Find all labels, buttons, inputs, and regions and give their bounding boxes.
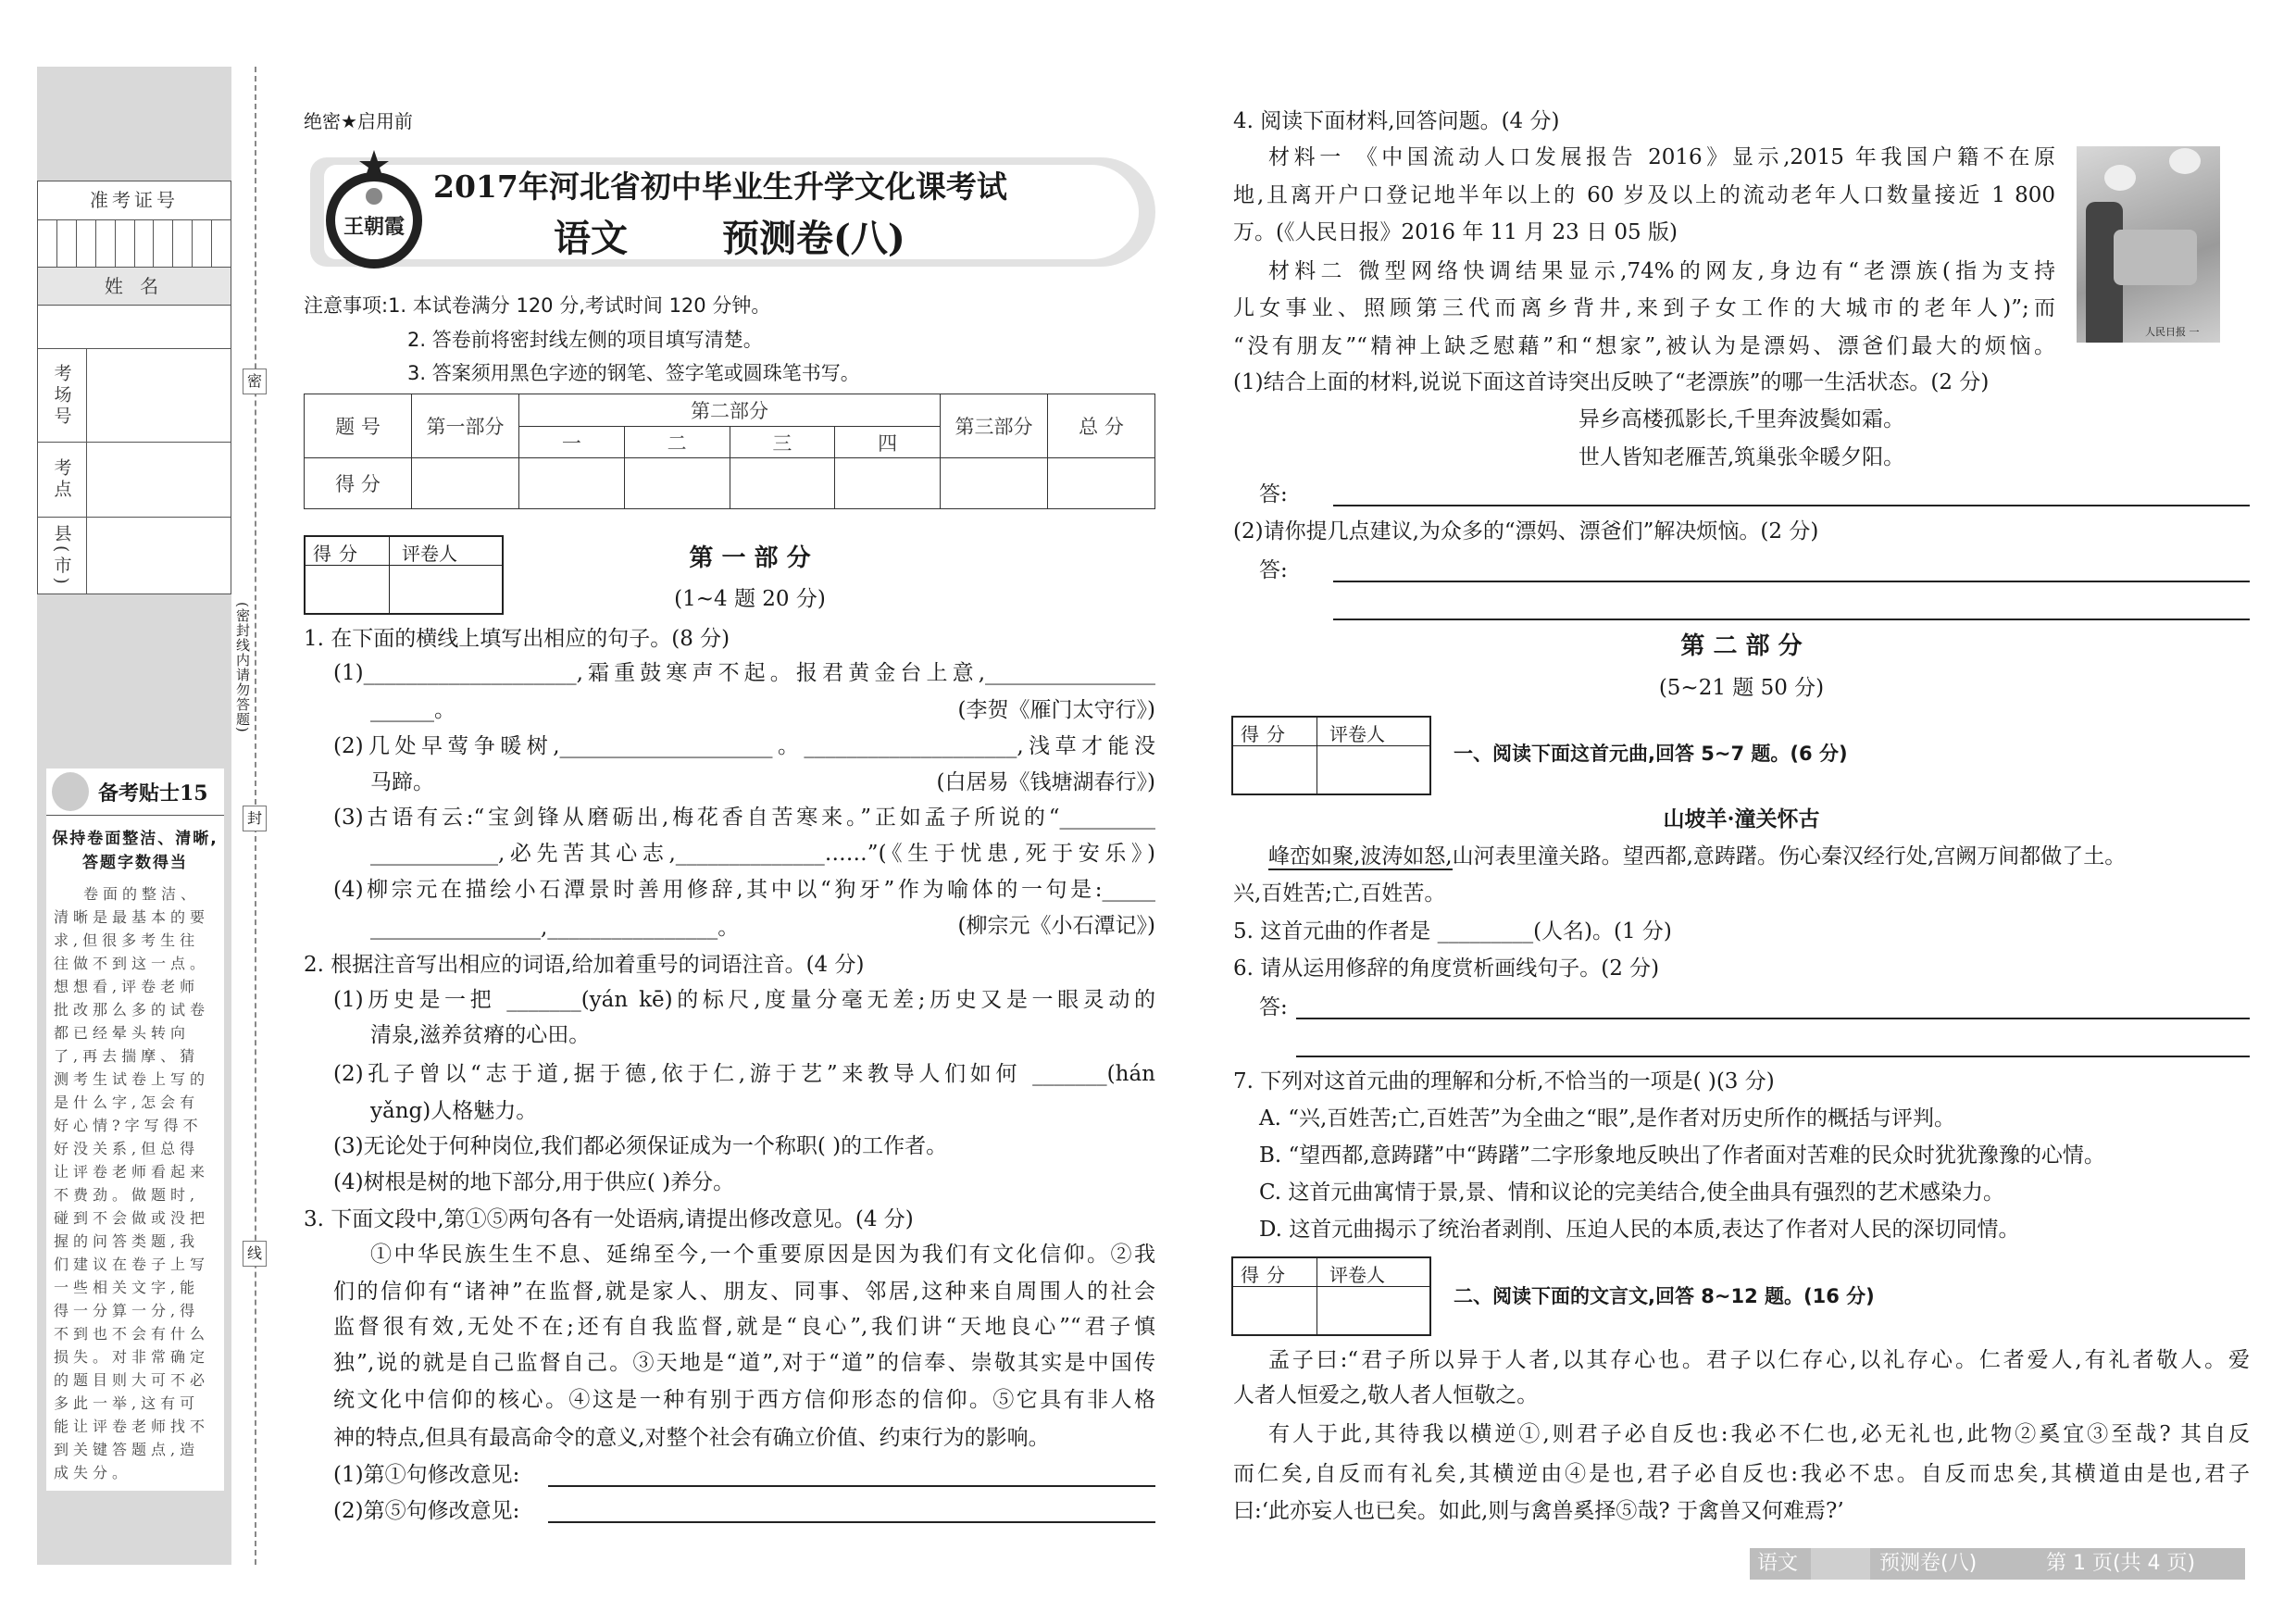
answer-label: (1)第①句修改意见:: [333, 1463, 520, 1487]
notice-item: 2. 答卷前将密封线左侧的项目填写清楚。: [407, 329, 763, 351]
cartoon-image: [2077, 146, 2220, 343]
score-table-header: 题 号: [305, 394, 412, 458]
passage-line: 神的特点,但具有最高命令的意义,对整个社会有确立价值、约束行为的影响。: [333, 1426, 1050, 1450]
exam-title: 2017年河北省初中毕业生升学文化课考试: [433, 169, 1007, 205]
passage-line: 们的信仰有“诸神”在监督,就是家人、朋友、同事、邻居,这种来自周围人的社会: [333, 1280, 1155, 1304]
score-table-subheader: 二: [624, 427, 730, 458]
question-4: 4. 阅读下面材料,回答问题。(4 分): [1233, 109, 1560, 133]
seal-label: 封: [243, 806, 267, 831]
question-line: (4)树根是树的地下部分,用于供应( )养分。: [333, 1170, 735, 1194]
exam-tip-box: [46, 769, 224, 1491]
question-line: (1)历史是一把 _______(yán kē)的标尺,度量分毫无差;历史又是一眼灵动的: [333, 988, 1155, 1012]
name-label: 姓 名: [38, 268, 231, 306]
footer-page: 第 1 页(共 4 页): [2046, 1552, 2196, 1575]
answer-line[interactable]: [548, 1485, 1155, 1487]
material-line: “没有朋友”“精神上缺乏慰藉”和“想家”,被认为是漂妈、漂爸们最大的烦恼。: [1233, 334, 2055, 358]
seal-label: 线: [243, 1241, 267, 1267]
underlined-sentence: 峰峦如聚,波涛如怒,: [1268, 844, 1453, 868]
exam-id-cells[interactable]: [38, 220, 231, 268]
answer-label: (2)第⑤句修改意见:: [333, 1499, 520, 1523]
question-5: 5. 这首元曲的作者是 _________(人名)。(1 分): [1233, 919, 1672, 943]
classical-text-line: 人者人恒爱之,敬人者人恒敬之。: [1233, 1383, 1539, 1407]
answer-line[interactable]: [548, 1521, 1155, 1523]
question-line: ________________,________________。: [370, 916, 740, 940]
material-line: 儿女事业、照顾第三代而离乡背井,来到子女工作的大城市的老年人)”;而: [1233, 296, 2055, 320]
part2-title: 第 二 部 分: [1680, 632, 1803, 660]
footer-divider: [1811, 1548, 1870, 1580]
option-b: B. “望西都,意踌躇”中“踌躇”二字形象地反映出了作者面对苦难的民众时犹犹豫豫的心情。: [1259, 1143, 2105, 1168]
option-c: C. 这首元曲寓情于景,景、情和议论的完美结合,使全曲具有强烈的艺术感染力。: [1259, 1181, 2005, 1205]
question-line: 清泉,滋养贫瘠的心田。: [370, 1023, 591, 1047]
classical-text-line: 而仁矣,自反而有礼矣,其横逆由④是也,君子必自反也:我必不忠。自反而忠矣,其横道由是也,君子: [1233, 1462, 2250, 1486]
score-cell[interactable]: [519, 458, 625, 509]
score-cell[interactable]: [835, 458, 941, 509]
poem-text: 山河表里潼关路。望西都,意踌躇。伤心秦汉经行处,宫阙万间都做了土。: [1452, 844, 2127, 868]
question-line: (2)几处早莺争暖树,____________________。____________________,浅草才能没: [333, 734, 1155, 758]
score-cell[interactable]: [730, 458, 835, 509]
score-row-label: 得 分: [305, 458, 412, 509]
passage-line: 监督很有效,无处不在;还有自我监督,就是“良心”,我们讲“天地良心”“君子慎: [333, 1315, 1155, 1339]
source-citation: (柳宗元《小石潭记》): [957, 914, 1155, 938]
score-table-header: 第一部分: [412, 394, 519, 458]
section1-heading: 一、阅读下面这首元曲,回答 5~7 题。(6 分): [1454, 743, 1848, 765]
candidate-info-box: [37, 181, 231, 594]
exam-site-label: 考点: [38, 443, 87, 517]
nest: [2104, 165, 2136, 191]
answer-line[interactable]: [1333, 505, 2250, 506]
score-cell[interactable]: [412, 458, 519, 509]
exam-site-field[interactable]: [38, 443, 231, 518]
poem-title: 山坡羊·潼关怀古: [1663, 806, 1820, 831]
exam-room-label: 考场号: [38, 349, 87, 442]
grader-box[interactable]: [304, 535, 504, 615]
question-line: (3)古语有云:“宝剑锋从磨砺出,梅花香自苦寒来。”正如孟子所说的“_________: [333, 806, 1155, 830]
score-table-subheader: 三: [730, 427, 835, 458]
question-3: 3. 下面文段中,第①⑤两句各有一处语病,请提出修改意见。(4 分): [304, 1207, 914, 1231]
answer-line[interactable]: [1296, 1056, 2250, 1057]
question-line: (2)孔子曾以“志于道,据于德,依于仁,游于艺”来教导人们如何 _______(hán: [333, 1062, 1155, 1086]
score-table-header: 第三部分: [941, 394, 1048, 458]
source-citation: (李贺《雁门太守行》): [957, 698, 1155, 722]
student-cartoon-icon: [52, 772, 89, 811]
score-table-header: 第二部分: [519, 394, 941, 427]
answer-line[interactable]: [1296, 1018, 2250, 1019]
poem-line: [1268, 843, 2126, 870]
tip-title: 备考贴士15: [98, 781, 208, 806]
footer-subject: 语文: [1757, 1552, 1799, 1575]
exam-room-field[interactable]: [38, 349, 231, 443]
question-line: (3)无论处于何种岗位,我们都必须保证成为一个称职( )的工作者。: [333, 1134, 948, 1158]
classical-text-line: 曰:‘此亦妄人也已矣。如此,则与禽兽奚择⑤哉? 于禽兽又何难焉?’: [1233, 1499, 1844, 1523]
grader-name-label: 评卷人: [402, 543, 457, 565]
grader-box[interactable]: [1231, 1256, 1431, 1336]
question-line: 马蹄。: [370, 770, 434, 794]
material-line: 万。(《人民日报》2016 年 11 月 23 日 05 版): [1233, 220, 1678, 244]
question-1: 1. 在下面的横线上填写出相应的句子。(8 分): [304, 627, 730, 651]
answer-label: 答:: [1259, 558, 1288, 582]
subquestion: (1)结合上面的材料,说说下面这首诗突出反映了“老漂族”的哪一生活状态。(2 分): [1233, 370, 1990, 394]
poem-line: 世人皆知老雁苦,筑巢张伞暖夕阳。: [1578, 445, 1905, 469]
nest: [2169, 148, 2201, 174]
part2-range: (5~21 题 50 分): [1658, 676, 1825, 700]
seal-label: 密: [243, 369, 267, 394]
material-line: 地,且离开户口登记地半年以上的 60 岁及以上的流动老年人口数量接近 1 800: [1233, 183, 2055, 207]
tip-banner: [46, 769, 224, 816]
poem-line: 兴,百姓苦;亡,百姓苦。: [1233, 881, 1446, 906]
publisher-logo: [322, 148, 426, 270]
material-line: 材料一 《中国流动人口发展报告 2016》显示,2015 年我国户籍不在原: [1268, 145, 2055, 169]
question-line: (1)____________________,霜重鼓寒声不起。报君黄金台上意,________________: [333, 661, 1155, 685]
tip-heading-line: 保持卷面整洁、清晰,: [52, 830, 218, 848]
source-citation: (白居易《钱塘湖春行》): [936, 770, 1155, 794]
grader-box[interactable]: [1231, 716, 1431, 795]
answer-line[interactable]: [1333, 581, 2250, 582]
notice-item: 3. 答案须用黑色字迹的钢笔、签字笔或圆珠笔书写。: [407, 362, 860, 384]
confidential-mark: 绝密★启用前: [304, 110, 413, 132]
exam-id-label: 准考证号: [38, 181, 231, 220]
passage-line: ①中华民族生生不息、延绵至今,一个重要原因是因为我们有文化信仰。②我: [370, 1243, 1155, 1267]
name-field[interactable]: [38, 306, 231, 349]
score-cell[interactable]: [624, 458, 730, 509]
subject-title: 语文: [554, 217, 628, 260]
part1-range: (1~4 题 20 分): [674, 587, 826, 611]
page-footer: [1750, 1548, 2245, 1580]
section2-heading: 二、阅读下面的文言文,回答 8~12 题。(16 分): [1454, 1285, 1875, 1307]
score-table-header: 总 分: [1048, 394, 1155, 458]
part1-title: 第 一 部 分: [689, 544, 811, 572]
tip-heading-line: 答题字数得当: [82, 854, 188, 872]
umbrella-nest: [2114, 230, 2197, 285]
option-a: A. “兴,百姓苦;亡,百姓苦”为全曲之“眼”,是作者对历史所作的概括与评判。: [1259, 1106, 1955, 1131]
footer-paper: 预测卷(八): [1879, 1552, 1978, 1575]
grader-name-label: 评卷人: [1329, 1264, 1385, 1286]
question-line: (4)柳宗元在描绘小石潭景时善用修辞,其中以“狗牙”作为喻体的一句是:_____: [333, 878, 1155, 902]
tip-body: 卷面的整洁、清晰是最基本的要求,但很多考生往往做不到这一点。想想看,评卷老师批改那么多的试卷都已经晕头转向了,再去揣摩、猜测考生试卷上写的是什么字,怎会有好心情?字写得不好没关系,但总得让评卷老师看起来不费劲。做题时,碰到不会做或没把握的问答类题,我们建议在卷子上写一些相关文字,能得一分算一分,得不到也不会有什么损失。对非常确定的题目则大可不必多此一举,这有可能让评卷老师找不到关键答题点,造成失分。: [54, 885, 210, 1481]
subquestion: (2)请你提几点建议,为众多的“漂妈、漂爸们”解决烦恼。(2 分): [1233, 519, 1819, 544]
score-table: [304, 394, 1155, 509]
county-field[interactable]: [38, 518, 231, 594]
passage-line: 独”,说的就是自己监督自己。③天地是“道”,对于“道”的信奉、崇敬其实是中国传: [333, 1351, 1155, 1375]
county-label: 县(市): [38, 518, 87, 594]
question-line: ____________,必先苦其心志,______________……”(《生于忧患,死于安乐》): [370, 842, 1155, 866]
classical-text-line: 有人于此,其待我以横逆①,则君子必自反也:我必不仁也,必无礼也,此物②奚宜③至哉? 其自反: [1268, 1422, 2250, 1446]
seal-note: (密封线内请勿答题): [234, 602, 251, 733]
question-6: 6. 请从运用修辞的角度赏析画线句子。(2 分): [1233, 956, 1660, 981]
notice-item: 注意事项:1. 本试卷满分 120 分,考试时间 120 分钟。: [304, 294, 771, 317]
question-2: 2. 根据注音写出相应的词语,给加着重号的词语注音。(4 分): [304, 953, 865, 977]
question-7: 7. 下列对这首元曲的理解和分析,不恰当的一项是( )(3 分): [1233, 1069, 1775, 1093]
question-line: ______。: [370, 698, 455, 722]
grader-name-label: 评卷人: [1329, 723, 1385, 745]
answer-label: 答:: [1259, 482, 1288, 506]
score-cell[interactable]: [941, 458, 1048, 509]
paper-title: 预测卷(八): [722, 217, 905, 260]
answer-label: 答:: [1259, 995, 1288, 1019]
photo-caption: 人民日报 一: [2145, 326, 2200, 338]
score-table-subheader: 一: [519, 427, 625, 458]
grader-score-label: 得分: [1241, 723, 1292, 745]
question-line: yǎng)人格魅力。: [370, 1099, 538, 1123]
score-table-subheader: 四: [835, 427, 941, 458]
grader-score-label: 得分: [1241, 1264, 1292, 1286]
poem-line: 异乡高楼孤影长,千里奔波鬓如霜。: [1578, 407, 1905, 431]
material-line: 材料二 微型网络快调结果显示,74%的网友,身边有“老漂族(指为支持: [1268, 259, 2055, 283]
passage-line: 统文化中信仰的核心。④这是一种有别于西方信仰形态的信仰。⑤它具有非人格: [333, 1388, 1155, 1412]
classical-text-line: 孟子曰:“君子所以异于人者,以其存心也。君子以仁存心,以礼存心。仁者爱人,有礼者敬人。爱: [1268, 1348, 2250, 1372]
answer-line[interactable]: [1333, 619, 2250, 620]
score-cell[interactable]: [1048, 458, 1155, 509]
option-d: D. 这首元曲揭示了统治者剥削、压迫人民的本质,表达了作者对人民的深切同情。: [1259, 1218, 2020, 1242]
svg-text:王朝霞: 王朝霞: [343, 215, 406, 239]
grader-score-label: 得分: [313, 543, 365, 565]
